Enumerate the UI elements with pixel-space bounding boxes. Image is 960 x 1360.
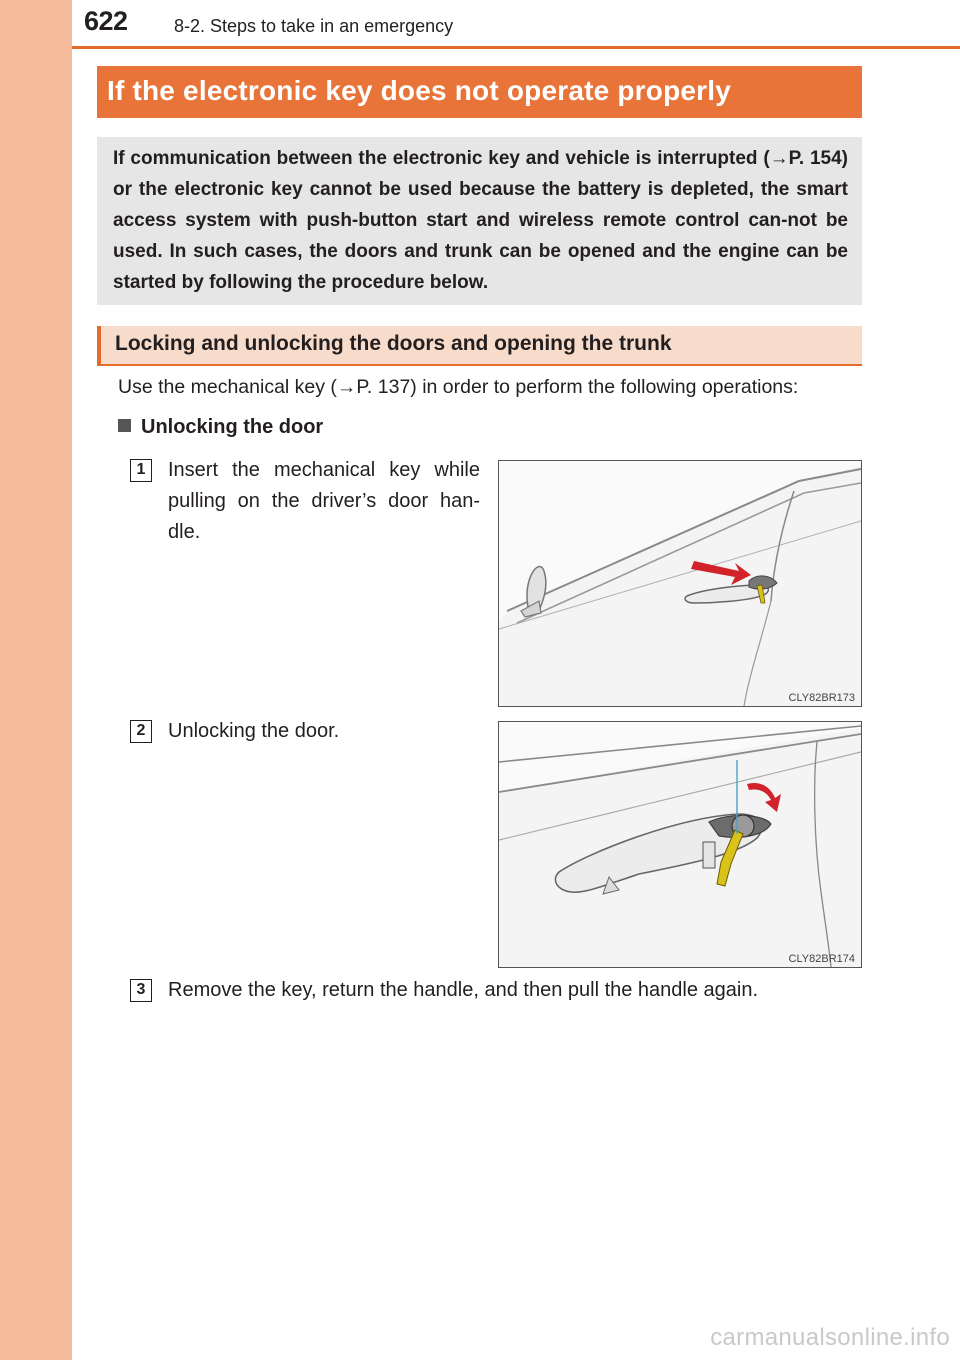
figure-code-1: CLY82BR173 [788,692,855,704]
page-title: If the electronic key does not operate properly [97,66,862,118]
watermark: carmanualsonline.info [710,1324,950,1351]
chapter-side-band [0,0,72,1360]
intro-text: If communication between the electronic key and vehicle is interrupted (→P. 154) or the electronic key cannot be used because the battery is depleted, the smart access system with push-button start and wireless remote control can-not be used. In such cases, the doors and trunk can be opened and the engine can be started by following the procedure below. [113,148,848,293]
step-text-1: Insert the mechanical key while pulling on the driver’s door han-dle. [168,459,480,543]
figure-door-handle-turn-key [498,721,862,968]
intro-box [97,137,862,305]
page-number: 622 [84,6,128,36]
door-handle-illustration-1 [499,461,861,706]
bullet-heading [118,416,323,439]
figure-door-handle-insert-key [498,460,862,707]
use-mechanical-key-text: Use the mechanical key (→P. 137) in order to perform the following operations: [118,376,799,398]
step-text-2: Unlocking the door. [168,720,340,742]
step-number-2: 2 [130,720,152,743]
subheading: Locking and unlocking the doors and opening the trunk [97,326,862,366]
step-text-3: Remove the key, return the handle, and then pull the handle again. [168,979,759,1001]
step-number-1: 1 [130,459,152,482]
bullet-heading-label: Unlocking the door [141,416,324,438]
square-bullet-icon [118,419,131,432]
figure-code-2: CLY82BR174 [788,953,855,965]
door-handle-illustration-2 [499,722,861,967]
header-rule [72,46,960,49]
section-title: 8-2. Steps to take in an emergency [174,16,454,36]
step-number-3: 3 [130,979,152,1002]
